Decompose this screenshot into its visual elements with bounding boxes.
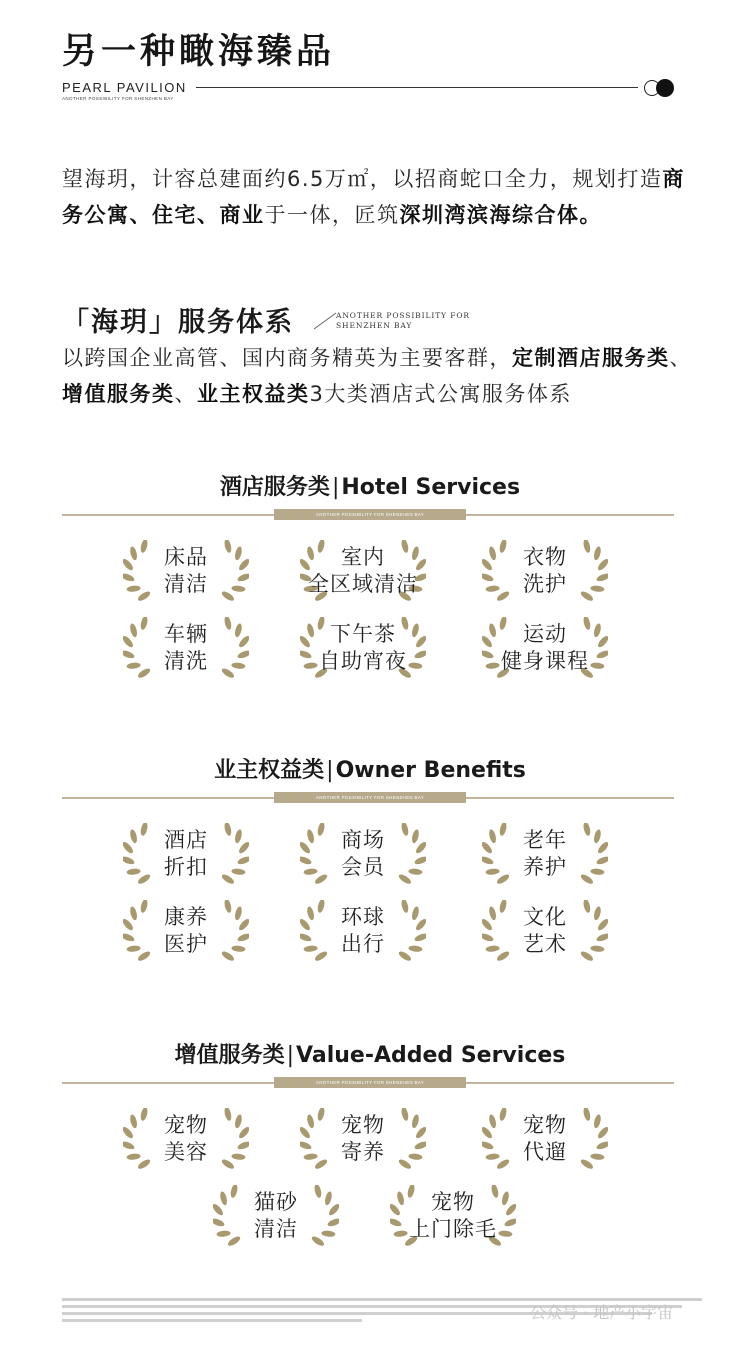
- service-system-en-line2: SHENZHEN BAY: [336, 321, 413, 330]
- section-heading-zh: 业主权益类: [214, 758, 325, 783]
- badge-line-2: 美容: [164, 1140, 208, 1164]
- intro-text-2: 于一体，匠筑: [264, 203, 400, 227]
- clients-bold-1: 定制酒店服务类: [512, 346, 670, 370]
- section-heading-separator: |: [286, 1043, 295, 1068]
- badge-line-2: 寄养: [341, 1140, 385, 1164]
- service-badge: [213, 1185, 339, 1247]
- badge-line-1: 车辆: [164, 622, 208, 646]
- header-divider: [196, 87, 638, 88]
- slash-divider-icon: [312, 312, 338, 330]
- service-system-en: [336, 311, 470, 331]
- toggle-icon: [644, 79, 674, 97]
- service-badge: [123, 617, 249, 679]
- section-heading-en: Owner Benefits: [335, 758, 526, 783]
- section-heading-zh: 增值服务类: [174, 1043, 285, 1068]
- badge-line-2: 清洗: [164, 649, 208, 673]
- service-badge: [300, 900, 426, 962]
- service-badge: [482, 900, 608, 962]
- section-tag: ANOTHER POSSIBILITY FOR SHENZHEN BAY: [274, 792, 466, 803]
- section-heading-separator: |: [326, 758, 334, 783]
- clients-text-3: 、: [174, 382, 197, 406]
- page-title: 另一种瞰海臻品: [62, 31, 336, 72]
- service-badge: [300, 617, 426, 679]
- badge-line-2: 清洁: [164, 572, 208, 596]
- service-badge: [123, 900, 249, 962]
- brand-name: PEARL PAVILION: [62, 80, 187, 95]
- section-heading-en: Hotel Services: [341, 475, 521, 500]
- badge-line-1: 酒店: [164, 828, 208, 852]
- section-heading: [0, 1038, 740, 1069]
- clients-text-4: 3大类酒店式公寓服务体系: [309, 382, 572, 406]
- section-tag: ANOTHER POSSIBILITY FOR SHENZHEN BAY: [274, 1077, 466, 1088]
- badge-line-1: 宠物: [341, 1113, 385, 1137]
- badge-line-1: 宠物: [164, 1113, 208, 1137]
- badge-line-2: 健身课程: [501, 649, 589, 673]
- intro-bold-1: 商务公寓、住宅、商业: [62, 167, 685, 227]
- intro-paragraph: [62, 161, 702, 233]
- service-system-en-line1: ANOTHER POSSIBILITY FOR: [336, 311, 470, 320]
- badge-line-1: 运动: [523, 622, 567, 646]
- section-heading-zh: 酒店服务类: [219, 475, 330, 500]
- service-badge: [390, 1185, 516, 1247]
- badge-line-2: 全区域清洁: [308, 572, 418, 596]
- badge-line-1: 老年: [523, 828, 567, 852]
- badge-line-1: 床品: [164, 545, 208, 569]
- section-heading-en: Value-Added Services: [296, 1043, 566, 1068]
- service-badge: [123, 540, 249, 602]
- clients-text-2: 、: [669, 346, 692, 370]
- badge-line-2: 会员: [341, 855, 385, 879]
- badge-line-1: 商场: [341, 828, 385, 852]
- badge-line-1: 猫砂: [254, 1190, 298, 1214]
- clients-bold-2: 增值服务类: [62, 382, 175, 406]
- badge-line-1: 康养: [164, 905, 208, 929]
- clients-text-1: 以跨国企业高管、国内商务精英为主要客群，: [62, 346, 512, 370]
- service-system-title: 「海玥」服务体系: [62, 307, 294, 338]
- badge-line-2: 医护: [164, 932, 208, 956]
- service-badge: [300, 823, 426, 885]
- service-badge: [300, 1108, 426, 1170]
- badge-line-1: 环球: [341, 905, 385, 929]
- intro-text-1: 望海玥，计容总建面约6.5万㎡，以招商蛇口全力，规划打造: [62, 167, 663, 191]
- badge-line-2: 折扣: [164, 855, 208, 879]
- badge-line-2: 自助宵夜: [319, 649, 407, 673]
- section-heading: [0, 470, 740, 501]
- badge-line-2: 上门除毛: [409, 1217, 497, 1241]
- badge-line-2: 洗护: [523, 572, 567, 596]
- badge-line-2: 清洁: [254, 1217, 298, 1241]
- service-section: [0, 753, 740, 993]
- badge-line-2: 艺术: [523, 932, 567, 956]
- intro-bold-2: 深圳湾滨海综合体。: [399, 203, 602, 227]
- clients-bold-3: 业主权益类: [197, 382, 310, 406]
- badge-line-1: 宠物: [523, 1113, 567, 1137]
- service-badge: [482, 617, 608, 679]
- service-badge: [482, 823, 608, 885]
- section-heading: [0, 753, 740, 784]
- badge-line-1: 室内: [341, 545, 385, 569]
- section-tag: ANOTHER POSSIBILITY FOR SHENZHEN BAY: [274, 509, 466, 520]
- badge-line-1: 下午茶: [330, 622, 396, 646]
- service-badge: [123, 1108, 249, 1170]
- service-badge: [123, 823, 249, 885]
- badge-line-2: 出行: [341, 932, 385, 956]
- watermark-account: 公众号 · 地产小宇宙: [530, 1303, 674, 1322]
- watermark-source: 搜狐号@搜狐焦点南平站: [560, 1322, 726, 1340]
- badge-line-1: 文化: [523, 905, 567, 929]
- service-section: [0, 470, 740, 710]
- service-badge: [482, 540, 608, 602]
- badge-line-2: 养护: [523, 855, 567, 879]
- service-badge: [482, 1108, 608, 1170]
- badge-line-1: 宠物: [431, 1190, 475, 1214]
- service-section: [0, 1038, 740, 1278]
- service-badge: [300, 540, 426, 602]
- badge-line-1: 衣物: [523, 545, 567, 569]
- section-heading-separator: |: [331, 475, 340, 500]
- brand-subtitle: ANOTHER POSSIBILITY FOR SHENZHEN BAY: [62, 96, 174, 101]
- badge-line-2: 代遛: [523, 1140, 567, 1164]
- clients-paragraph: [62, 340, 702, 412]
